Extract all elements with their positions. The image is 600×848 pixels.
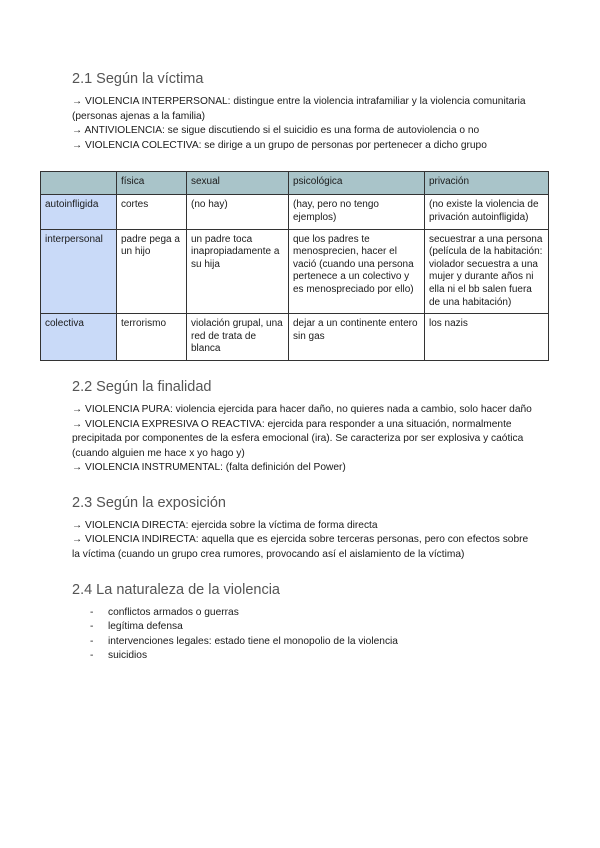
list-item: - intervenciones legales: estado tiene el monopolio de la violencia <box>90 635 532 650</box>
paragraph: → VIOLENCIA INSTRUMENTAL: (falta definición del Power) <box>72 462 346 474</box>
list-item: - conflictos armados o guerras <box>90 606 532 621</box>
section-segun-victima <box>72 70 532 153</box>
table-row-header: autoinfligida <box>41 195 117 229</box>
table-header-cell: psicológica <box>289 172 425 195</box>
table-header-cell: sexual <box>187 172 289 195</box>
table-cell: (no hay) <box>187 195 289 229</box>
table-cell: violación grupal, una red de trata de blanca <box>187 314 289 361</box>
section-naturaleza <box>72 581 532 664</box>
table-row <box>41 314 549 361</box>
table-cell: padre pega a un hijo <box>117 229 187 314</box>
section-heading: 2.3 Según la exposición <box>72 494 226 511</box>
list-item: - legítima defensa <box>90 620 532 635</box>
paragraph: → VIOLENCIA EXPRESIVA O REACTIVA: ejercida para responder a una situación, normalmente precipitada por componentes de la esfera emocional (ira). Se caracteriza por ser explosiva y caótica (cuando alguien me hace x yo hago y) <box>72 418 524 459</box>
table-header-cell <box>41 172 117 195</box>
paragraph: → VIOLENCIA PURA: violencia ejercida para hacer daño, no quieres nada a cambio, solo hacer daño <box>72 403 532 415</box>
bullet-list <box>72 606 532 664</box>
table-row-header: interpersonal <box>41 229 117 314</box>
table-cell: cortes <box>117 195 187 229</box>
table-row-header: colectiva <box>41 314 117 361</box>
document-page <box>45 70 543 682</box>
table-header-row <box>41 172 549 195</box>
table-cell: los nazis <box>425 314 549 361</box>
paragraph: → VIOLENCIA INTERPERSONAL: distingue entre la violencia intrafamiliar y la violencia comunitaria (personas ajenas a la familia) <box>72 96 526 122</box>
table-row <box>41 195 549 229</box>
paragraph: → ANTIVIOLENCIA: se sigue discutiendo si el suicidio es una forma de autoviolencia o no <box>72 125 480 137</box>
table-cell: (no existe la violencia de privación autoinfligida) <box>425 195 549 229</box>
list-item: - suicidios <box>90 649 532 664</box>
table-header-cell: privación <box>425 172 549 195</box>
table-cell: terrorismo <box>117 314 187 361</box>
table-cell: (hay, pero no tengo ejemplos) <box>289 195 425 229</box>
violence-table <box>40 171 549 361</box>
section-segun-exposicion <box>72 494 532 563</box>
table-cell: que los padres te menosprecien, hacer el vació (cuando una persona pertenece a un colectivo y es menospreciado por ello) <box>289 229 425 314</box>
table-cell: secuestrar a una persona (película de la habitación: violador secuestra a una mujer y durante años ni ella ni el bb salen fuera de una habitación) <box>425 229 549 314</box>
section-segun-finalidad <box>72 378 532 476</box>
paragraph: → VIOLENCIA INDIRECTA: aquella que es ejercida sobre terceras personas, pero con efectos sobre la víctima (cuando un grupo crea rumores, provocando así el aislamiento de la víctima) <box>72 534 529 561</box>
paragraph: → VIOLENCIA DIRECTA: ejercida sobre la víctima de forma directa <box>72 519 378 531</box>
table-cell: un padre toca inapropiadamente a su hija <box>187 229 289 314</box>
table-row <box>41 229 549 314</box>
section-heading: 2.1 Según la víctima <box>72 71 204 87</box>
section-heading: 2.4 La naturaleza de la violencia <box>72 581 280 598</box>
section-heading: 2.2 Según la finalidad <box>72 378 212 395</box>
table-header-cell: física <box>117 172 187 195</box>
table-cell: dejar a un continente entero sin gas <box>289 314 425 361</box>
paragraph: → VIOLENCIA COLECTIVA: se dirige a un grupo de personas por pertenecer a dicho grupo <box>72 139 487 151</box>
